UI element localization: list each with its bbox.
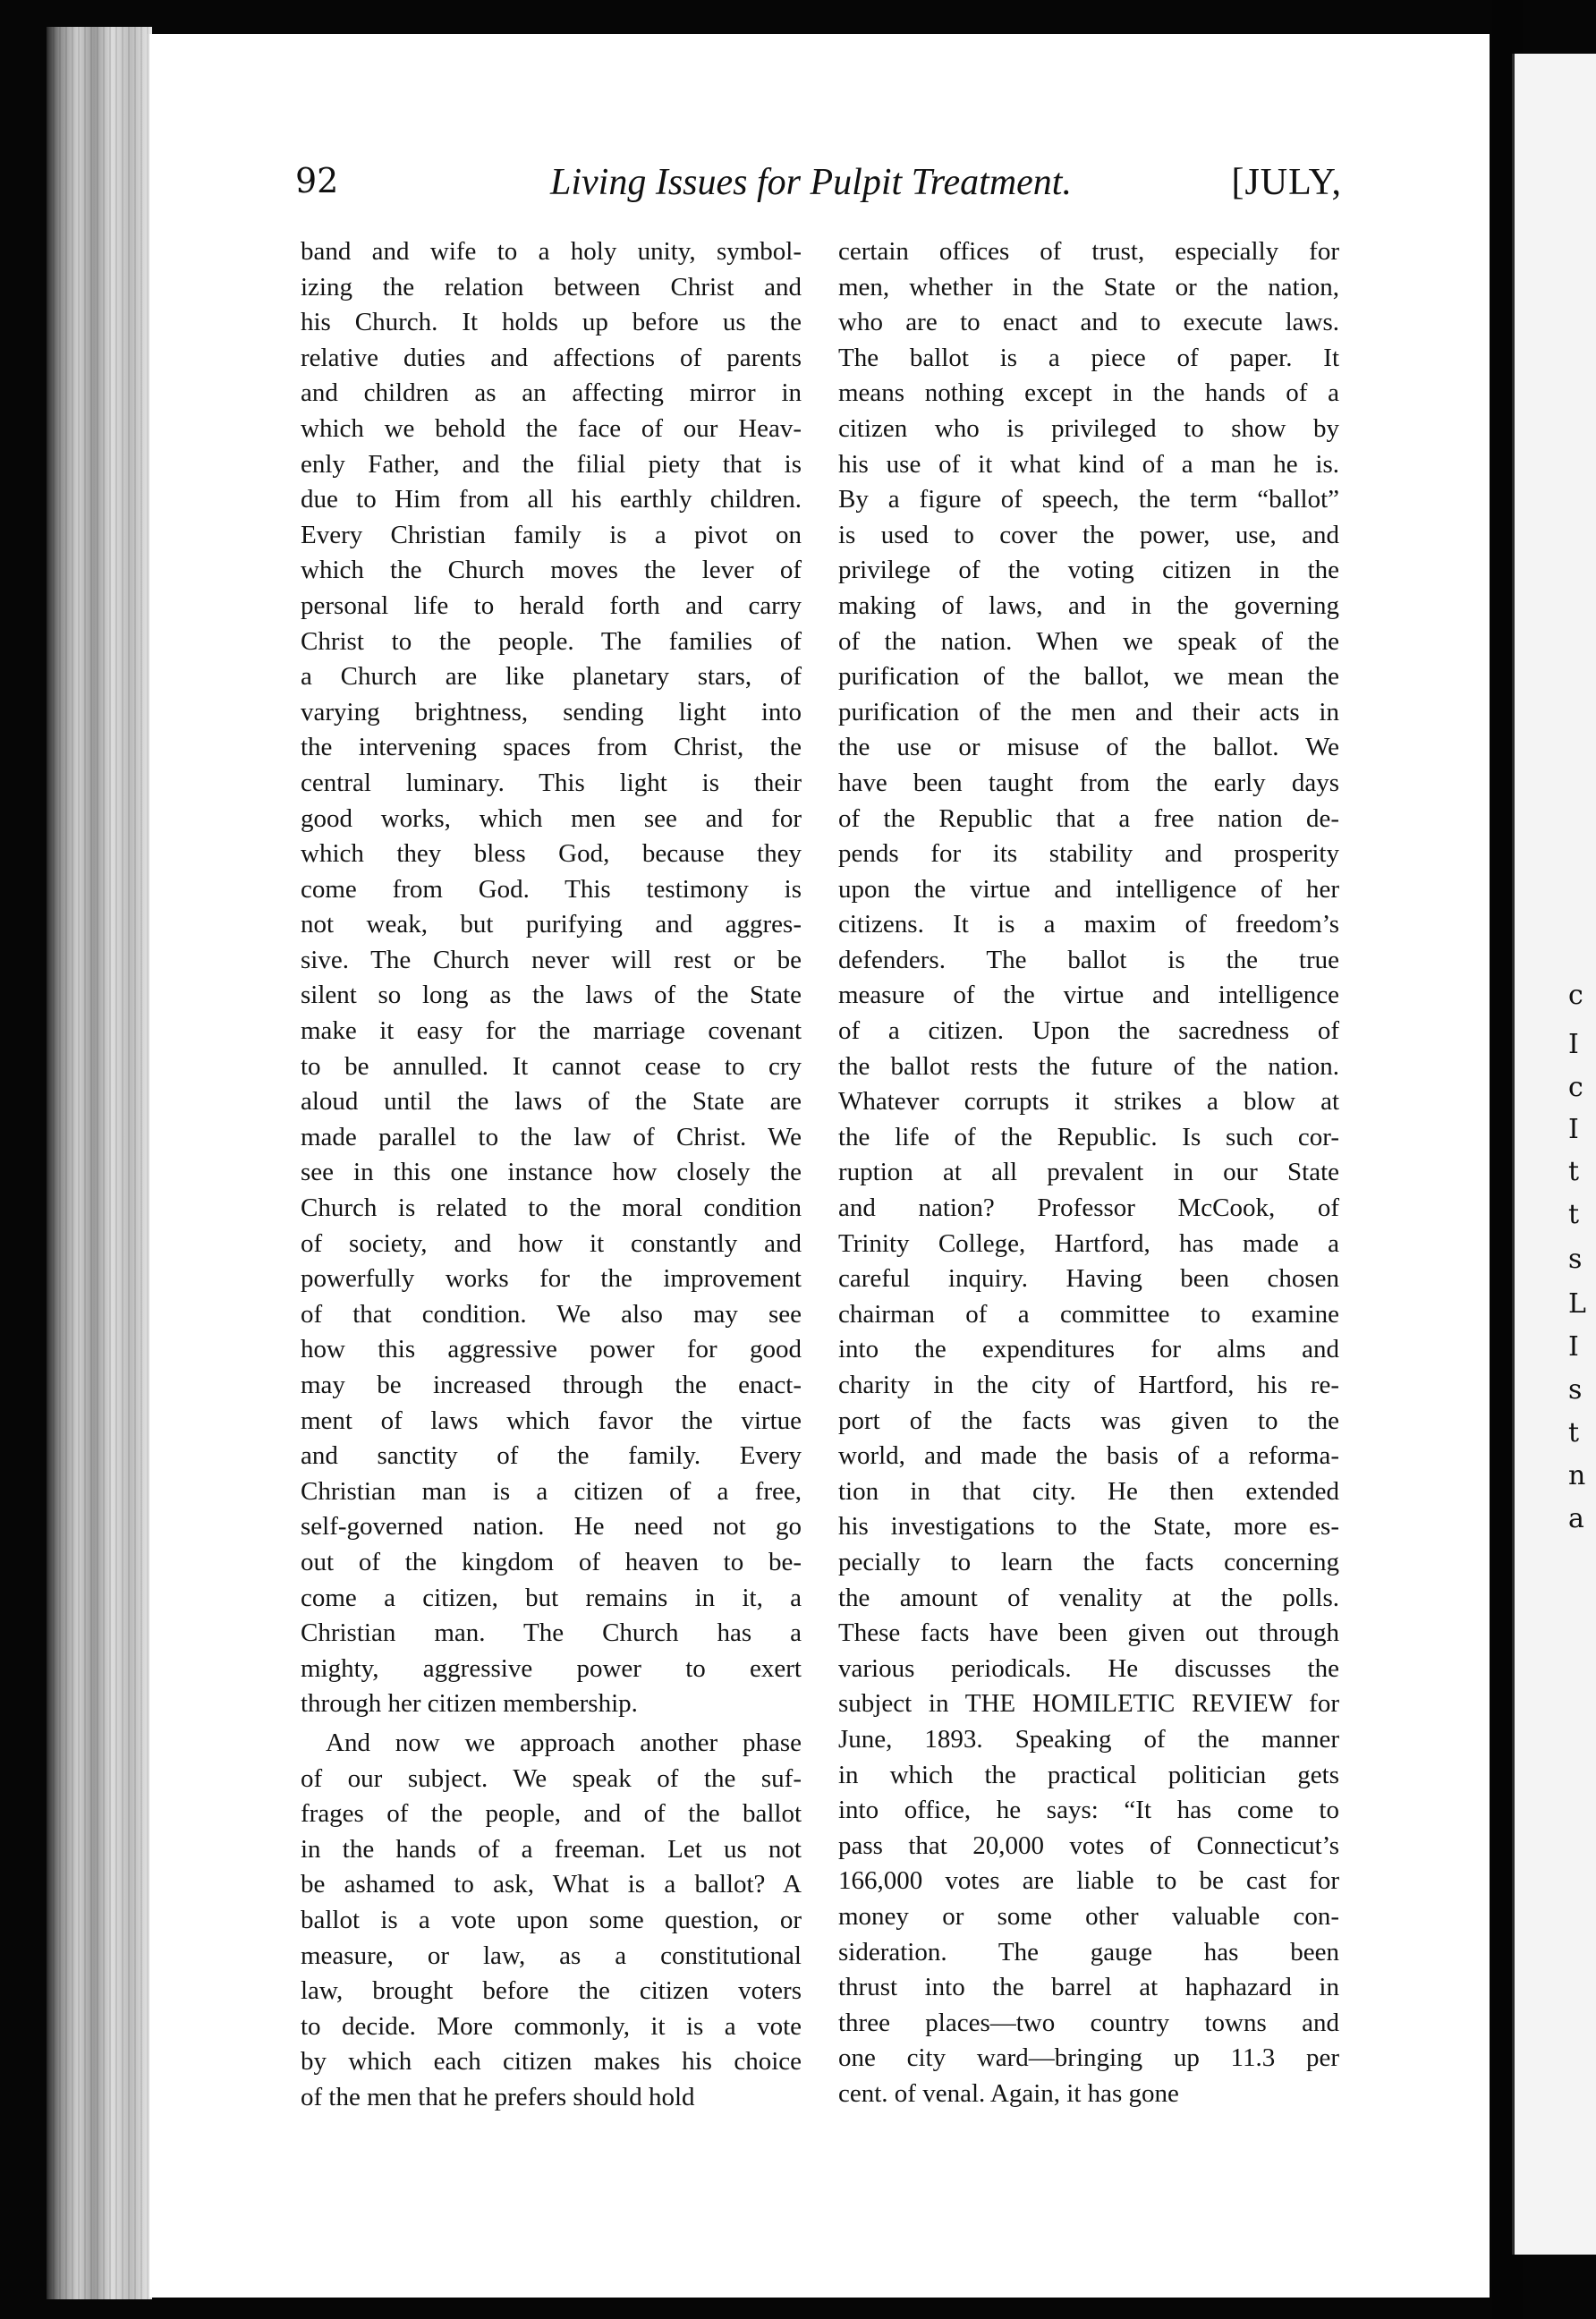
text-line: who are to enact and to execute laws.	[838, 308, 1339, 337]
text-line: upon the virtue and intelligence of her	[838, 874, 1339, 904]
text-line: in which the practical politician gets	[838, 1760, 1339, 1789]
text-line: which we behold the face of our Heav-	[301, 413, 802, 443]
text-line: measure of the virtue and intelligence	[838, 981, 1339, 1010]
text-line: careful inquiry. Having been chosen	[838, 1264, 1339, 1294]
text-line: one city ward—bringing up 11.3 per	[838, 2043, 1339, 2073]
text-line: purification of the ballot, we mean the	[838, 662, 1339, 692]
text-line: of the Republic that a free nation de-	[838, 803, 1339, 833]
text-line: pends for its stability and prosperity	[838, 839, 1339, 869]
text-line: out of the kingdom of heaven to be-	[301, 1547, 802, 1576]
text-line: Christian man is a citizen of a free,	[301, 1476, 802, 1506]
text-line: to decide. More commonly, it is a vote	[301, 2011, 802, 2041]
page-number: 92	[295, 161, 339, 200]
text-line: world, and made the basis of a reforma-	[838, 1441, 1339, 1471]
text-line: the amount of venality at the polls.	[838, 1583, 1339, 1612]
facing-page-fragment: I	[1568, 1029, 1579, 1060]
facing-page-fragment: t	[1568, 1417, 1580, 1448]
right-column	[838, 234, 1339, 2111]
text-line: and children as an affecting mirror in	[301, 378, 802, 408]
text-line: mighty, aggressive power to exert	[301, 1653, 802, 1683]
text-line: not weak, but purifying and aggres-	[301, 910, 802, 939]
text-line: the life of the Republic. Is such cor-	[838, 1122, 1339, 1151]
text-line: June, 1893. Speaking of the manner	[838, 1724, 1339, 1754]
text-line: by which each citizen makes his choice	[301, 2047, 802, 2077]
text-line: various periodicals. He discusses the	[838, 1653, 1339, 1683]
text-line: band and wife to a holy unity, symbol-	[301, 237, 802, 266]
text-line: into the expenditures for alms and	[838, 1335, 1339, 1364]
text-line: sideration. The gauge has been	[838, 1937, 1339, 1966]
text-line: purification of the men and their acts in	[838, 697, 1339, 726]
text-line: central luminary. This light is their	[301, 768, 802, 797]
text-line: citizen who is privileged to show by	[838, 413, 1339, 443]
text-line: ment of laws which favor the virtue	[301, 1406, 802, 1435]
text-line: and nation? Professor McCook, of	[838, 1193, 1339, 1223]
text-line: frages of the people, and of the ballot	[301, 1799, 802, 1829]
text-line: tion in that city. He then extended	[838, 1476, 1339, 1506]
text-line: make it easy for the marriage covenant	[301, 1016, 802, 1046]
facing-page-fragment: a	[1568, 1503, 1584, 1534]
text-line: privilege of the voting citizen in the	[838, 556, 1339, 585]
facing-page-fragment: s	[1568, 1374, 1583, 1406]
text-line: made parallel to the law of Christ. We	[301, 1122, 802, 1151]
text-line: into office, he says: “It has come to	[838, 1796, 1339, 1825]
running-month: [JULY,	[1231, 162, 1342, 203]
text-line: through her citizen membership.	[301, 1689, 638, 1719]
text-line: the ballot rests the future of the nation.	[838, 1051, 1339, 1081]
text-line: subject in THE HOMILETIC REVIEW for	[838, 1689, 1339, 1719]
text-line: silent so long as the laws of the State	[301, 981, 802, 1010]
text-line: of the nation. When we speak of the	[838, 626, 1339, 656]
text-line: making of laws, and in the governing	[838, 590, 1339, 620]
text-line: men, whether in the State or the nation,	[838, 272, 1339, 302]
facing-page-fragment: n	[1568, 1460, 1586, 1491]
facing-page-fragment: c	[1568, 1072, 1583, 1103]
left-column	[301, 234, 802, 2115]
facing-page-fragment: I	[1568, 1331, 1579, 1363]
text-line: which they bless God, because they	[301, 839, 802, 869]
text-line: pass that 20,000 votes of Connecticut’s	[838, 1831, 1339, 1860]
text-line: a Church are like planetary stars, of	[301, 662, 802, 692]
text-line: the use or misuse of the ballot. We	[838, 733, 1339, 762]
text-line: charity in the city of Hartford, his re-	[838, 1371, 1339, 1399]
text-line: By a figure of speech, the term “ballot”	[838, 485, 1339, 514]
text-line: powerfully works for the improvement	[301, 1264, 802, 1294]
text-line: law, brought before the citizen voters	[301, 1976, 802, 2006]
text-line: certain offices of trust, especially for	[838, 237, 1339, 266]
text-line: due to Him from all his earthly children.	[301, 485, 802, 514]
text-line: money or some other valuable con-	[838, 1901, 1339, 1931]
text-line: how this aggressive power for good	[301, 1335, 802, 1364]
text-line: measure, or law, as a constitutional	[301, 1941, 802, 1970]
text-line: be ashamed to ask, What is a ballot? A	[301, 1870, 802, 1899]
page-header	[295, 161, 1342, 215]
text-line: come a citizen, but remains in it, a	[301, 1583, 802, 1612]
text-line: relative duties and affections of parents	[301, 343, 802, 372]
text-line: izing the relation between Christ and	[301, 272, 802, 302]
text-line: personal life to herald forth and carry	[301, 590, 802, 620]
text-line: may be increased through the enact-	[301, 1371, 802, 1399]
text-line: Christian man. The Church has a	[301, 1618, 802, 1648]
text-line: to be annulled. It cannot cease to cry	[301, 1051, 802, 1081]
text-line: These facts have been given out through	[838, 1618, 1339, 1648]
text-line: ruption at all prevalent in our State	[838, 1158, 1339, 1187]
text-line: enly Father, and the filial piety that is	[301, 449, 802, 479]
text-line: Church is related to the moral condition	[301, 1193, 802, 1223]
running-title: Living Issues for Pulpit Treatment.	[550, 162, 1072, 203]
text-line: three places—two country towns and	[838, 2008, 1339, 2037]
text-line: good works, which men see and for	[301, 803, 802, 833]
text-line: Every Christian family is a pivot on	[301, 520, 802, 549]
facing-page-fragment: t	[1568, 1199, 1580, 1230]
facing-page-fragment: L	[1568, 1288, 1586, 1320]
facing-page-fragment: s	[1568, 1244, 1583, 1275]
text-line: aloud until the laws of the State are	[301, 1087, 802, 1117]
facing-page	[1512, 54, 1596, 2255]
text-line: which the Church moves the lever of	[301, 556, 802, 585]
book-edge	[47, 27, 152, 2299]
text-line: of society, and how it constantly and	[301, 1228, 802, 1258]
text-line: have been taught from the early days	[838, 768, 1339, 797]
text-line: come from God. This testimony is	[301, 874, 802, 904]
text-line: of our subject. We speak of the suf-	[301, 1763, 802, 1793]
facing-page-fragment: t	[1568, 1156, 1580, 1187]
facing-page-fragment: I	[1568, 1114, 1579, 1145]
text-line: cent. of venal. Again, it has gone	[838, 2078, 1179, 2108]
text-line: chairman of a committee to examine	[838, 1299, 1339, 1329]
text-line: of a citizen. Upon the sacredness of	[838, 1016, 1339, 1046]
text-line: of that condition. We also may see	[301, 1299, 802, 1329]
text-line: The ballot is a piece of paper. It	[838, 343, 1339, 372]
text-line: Christ to the people. The families of	[301, 626, 802, 656]
text-line: pecially to learn the facts concerning	[838, 1547, 1339, 1576]
text-line: the intervening spaces from Christ, the	[301, 733, 802, 762]
text-line: sive. The Church never will rest or be	[301, 945, 802, 974]
text-line: of the men that he prefers should hold	[301, 2082, 695, 2111]
text-line: see in this one instance how closely the	[301, 1158, 802, 1187]
text-line: defenders. The ballot is the true	[838, 945, 1339, 974]
text-line: his Church. It holds up before us the	[301, 308, 802, 337]
text-line: means nothing except in the hands of a	[838, 378, 1339, 408]
text-line: self-governed nation. He need not go	[301, 1512, 802, 1542]
text-line: thrust into the barrel at haphazard in	[838, 1973, 1339, 2002]
text-line: ballot is a vote upon some question, or	[301, 1905, 802, 1934]
text-line: is used to cover the power, use, and	[838, 520, 1339, 549]
text-line: and sanctity of the family. Every	[301, 1441, 802, 1471]
text-line: And now we approach another phase	[326, 1728, 802, 1757]
text-line: in the hands of a freeman. Let us not	[301, 1834, 802, 1864]
text-line: Whatever corrupts it strikes a blow at	[838, 1087, 1339, 1117]
text-line: Trinity College, Hartford, has made a	[838, 1228, 1339, 1258]
text-line: his use of it what kind of a man he is.	[838, 449, 1339, 479]
text-line: his investigations to the State, more es-	[838, 1512, 1339, 1542]
text-line: port of the facts was given to the	[838, 1406, 1339, 1435]
facing-page-fragment: c	[1568, 980, 1583, 1011]
text-line: varying brightness, sending light into	[301, 697, 802, 726]
text-line: citizens. It is a maxim of freedom’s	[838, 910, 1339, 939]
text-line: 166,000 votes are liable to be cast for	[838, 1866, 1339, 1896]
